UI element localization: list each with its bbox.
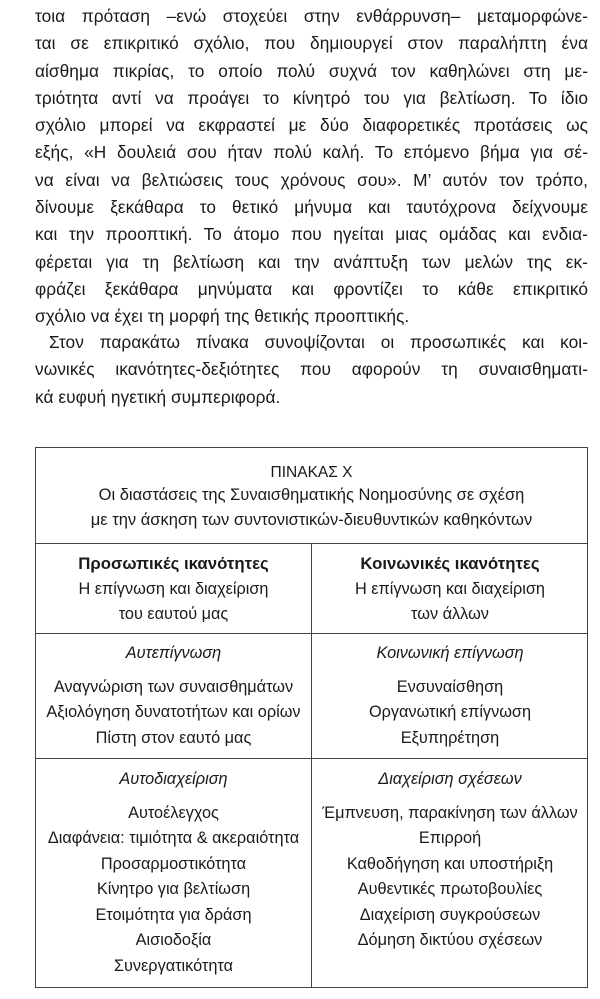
text-line: τοια πρόταση –ενώ στοχεύει στην ενθάρρυνση– μεταμορφώνε- [35,6,588,26]
table-label: ΠΙΝΑΚΑΣ Χ [270,464,353,481]
list-item: Έμπνευση, παρακίνηση των άλλων [322,803,578,822]
list-item: Ενσυναίσθηση [396,677,504,696]
list-item: Καθοδήγηση και υποστήριξη [346,854,554,873]
list-item: Πίστη στον εαυτό μας [95,728,252,747]
self-management-cell [36,767,311,979]
body-paragraph-2 [35,329,588,411]
body-paragraph-1 [35,3,588,331]
list-item: Οργανωτική επίγνωση [368,703,532,721]
text-line: αίσθημα πικρίας, το οποίο πολύ συχνά τον καθηλώνει στη με- [35,60,588,81]
text-line: δίνουμε ξεκάθαρα το θετικό μήνυμα και ταυτόχρονα δείχνουμε [35,197,588,218]
text-line: κά ευφυή ηγετική συμπεριφορά. [35,386,281,407]
table-caption [36,448,587,544]
table-title-line-1: Οι διαστάσεις της Συναισθηματικής Νοημοσύνης σε σχέση [98,486,525,504]
list-item: Εξυπηρέτηση [400,728,500,747]
competencies-table [35,447,588,988]
column-subheading: Η επίγνωση και διαχείριση [78,579,269,598]
list-item: Διαφάνεια: τιμιότητα & ακεραιότητα [47,829,300,847]
list-item: Συνεργατικότητα [113,956,234,975]
column-divider [311,543,312,987]
list-item: Αυθεντικές πρωτοβουλίες [357,880,543,898]
row-divider [36,758,587,759]
text-line: σχόλιο μπορεί να εκφραστεί με δύο διαφορετικές προτάσεις ως [35,115,588,136]
text-line: και την προοπτική. Το άτομο που ηγείται μιας ομάδας και ενδια- [35,224,588,245]
group-title: Αυτοδιαχείριση [119,770,228,788]
column-heading: Κοινωνικές ικανότητες [360,554,540,573]
list-item: Προσαρμοστικότητα [100,854,247,873]
list-item: Ετοιμότητα για δράση [95,905,252,924]
list-item: Κίνητρο για βελτίωση [96,880,251,898]
group-title: Αυτεπίγνωση [125,644,222,662]
social-awareness-cell [313,641,587,751]
list-item: Αισιοδοξία [135,931,212,949]
column-heading: Προσωπικές ικανότητες [78,554,269,573]
column-subheading: του εαυτού μας [118,605,229,623]
table-title-line-2: με την άσκηση των συντονιστικών-διευθυντικών καθηκόντων [90,511,533,529]
text-line: φράζει ξεκάθαρα μηνύματα και φροντίζει το κάθε επικριτικό [35,278,588,299]
list-item: Αυτοέλεγχος [128,803,219,822]
text-line: ται σε επικριτικό σχόλιο, που δημιουργεί στον παραλήπτη ένα [35,33,588,54]
group-title: Κοινωνική επίγνωση [376,644,524,662]
list-item: Αναγνώριση των συναισθημάτων [53,677,294,696]
text-line: Στον παρακάτω πίνακα συνοψίζονται οι προσωπικές και κοι- [49,332,588,352]
list-item: Αξιολόγηση δυνατοτήτων και ορίων [46,703,301,721]
relationship-management-cell [313,767,587,954]
list-item: Διαχείριση συγκρούσεων [359,905,541,924]
personal-competencies-heading-cell [36,551,311,628]
text-line: φέρεται για τη βελτίωση και την ανάπτυξη των μελών της εκ- [35,251,588,272]
text-line: εξής, «Η δουλειά σου ήταν πολύ καλή. Το επόμενο βήμα για σέ- [35,142,588,163]
social-competencies-heading-cell [313,551,587,628]
text-line: να είναι να βελτιώσεις τους χρόνους σου». Μ’ αυτόν τον τρόπο, [35,169,588,190]
list-item: Επιρροή [418,829,482,847]
text-line: νωνικές ικανότητες-δεξιότητες που αφορούν τη συναισθηματι- [35,359,588,380]
self-awareness-cell [36,641,311,751]
column-subheading: Η επίγνωση και διαχείριση [354,579,545,598]
list-item: Δόμηση δικτύου σχέσεων [357,931,543,949]
text-line: σχόλιο να έχει τη μορφή της θετικής προοπτικής. [35,306,410,327]
text-line: τριότητα αντί να προάγει το κίνητρό του για βελτίωση. Το ίδιο [35,87,588,108]
column-subheading: των άλλων [411,605,489,623]
row-divider [36,633,587,634]
group-title: Διαχείριση σχέσεων [378,770,522,788]
